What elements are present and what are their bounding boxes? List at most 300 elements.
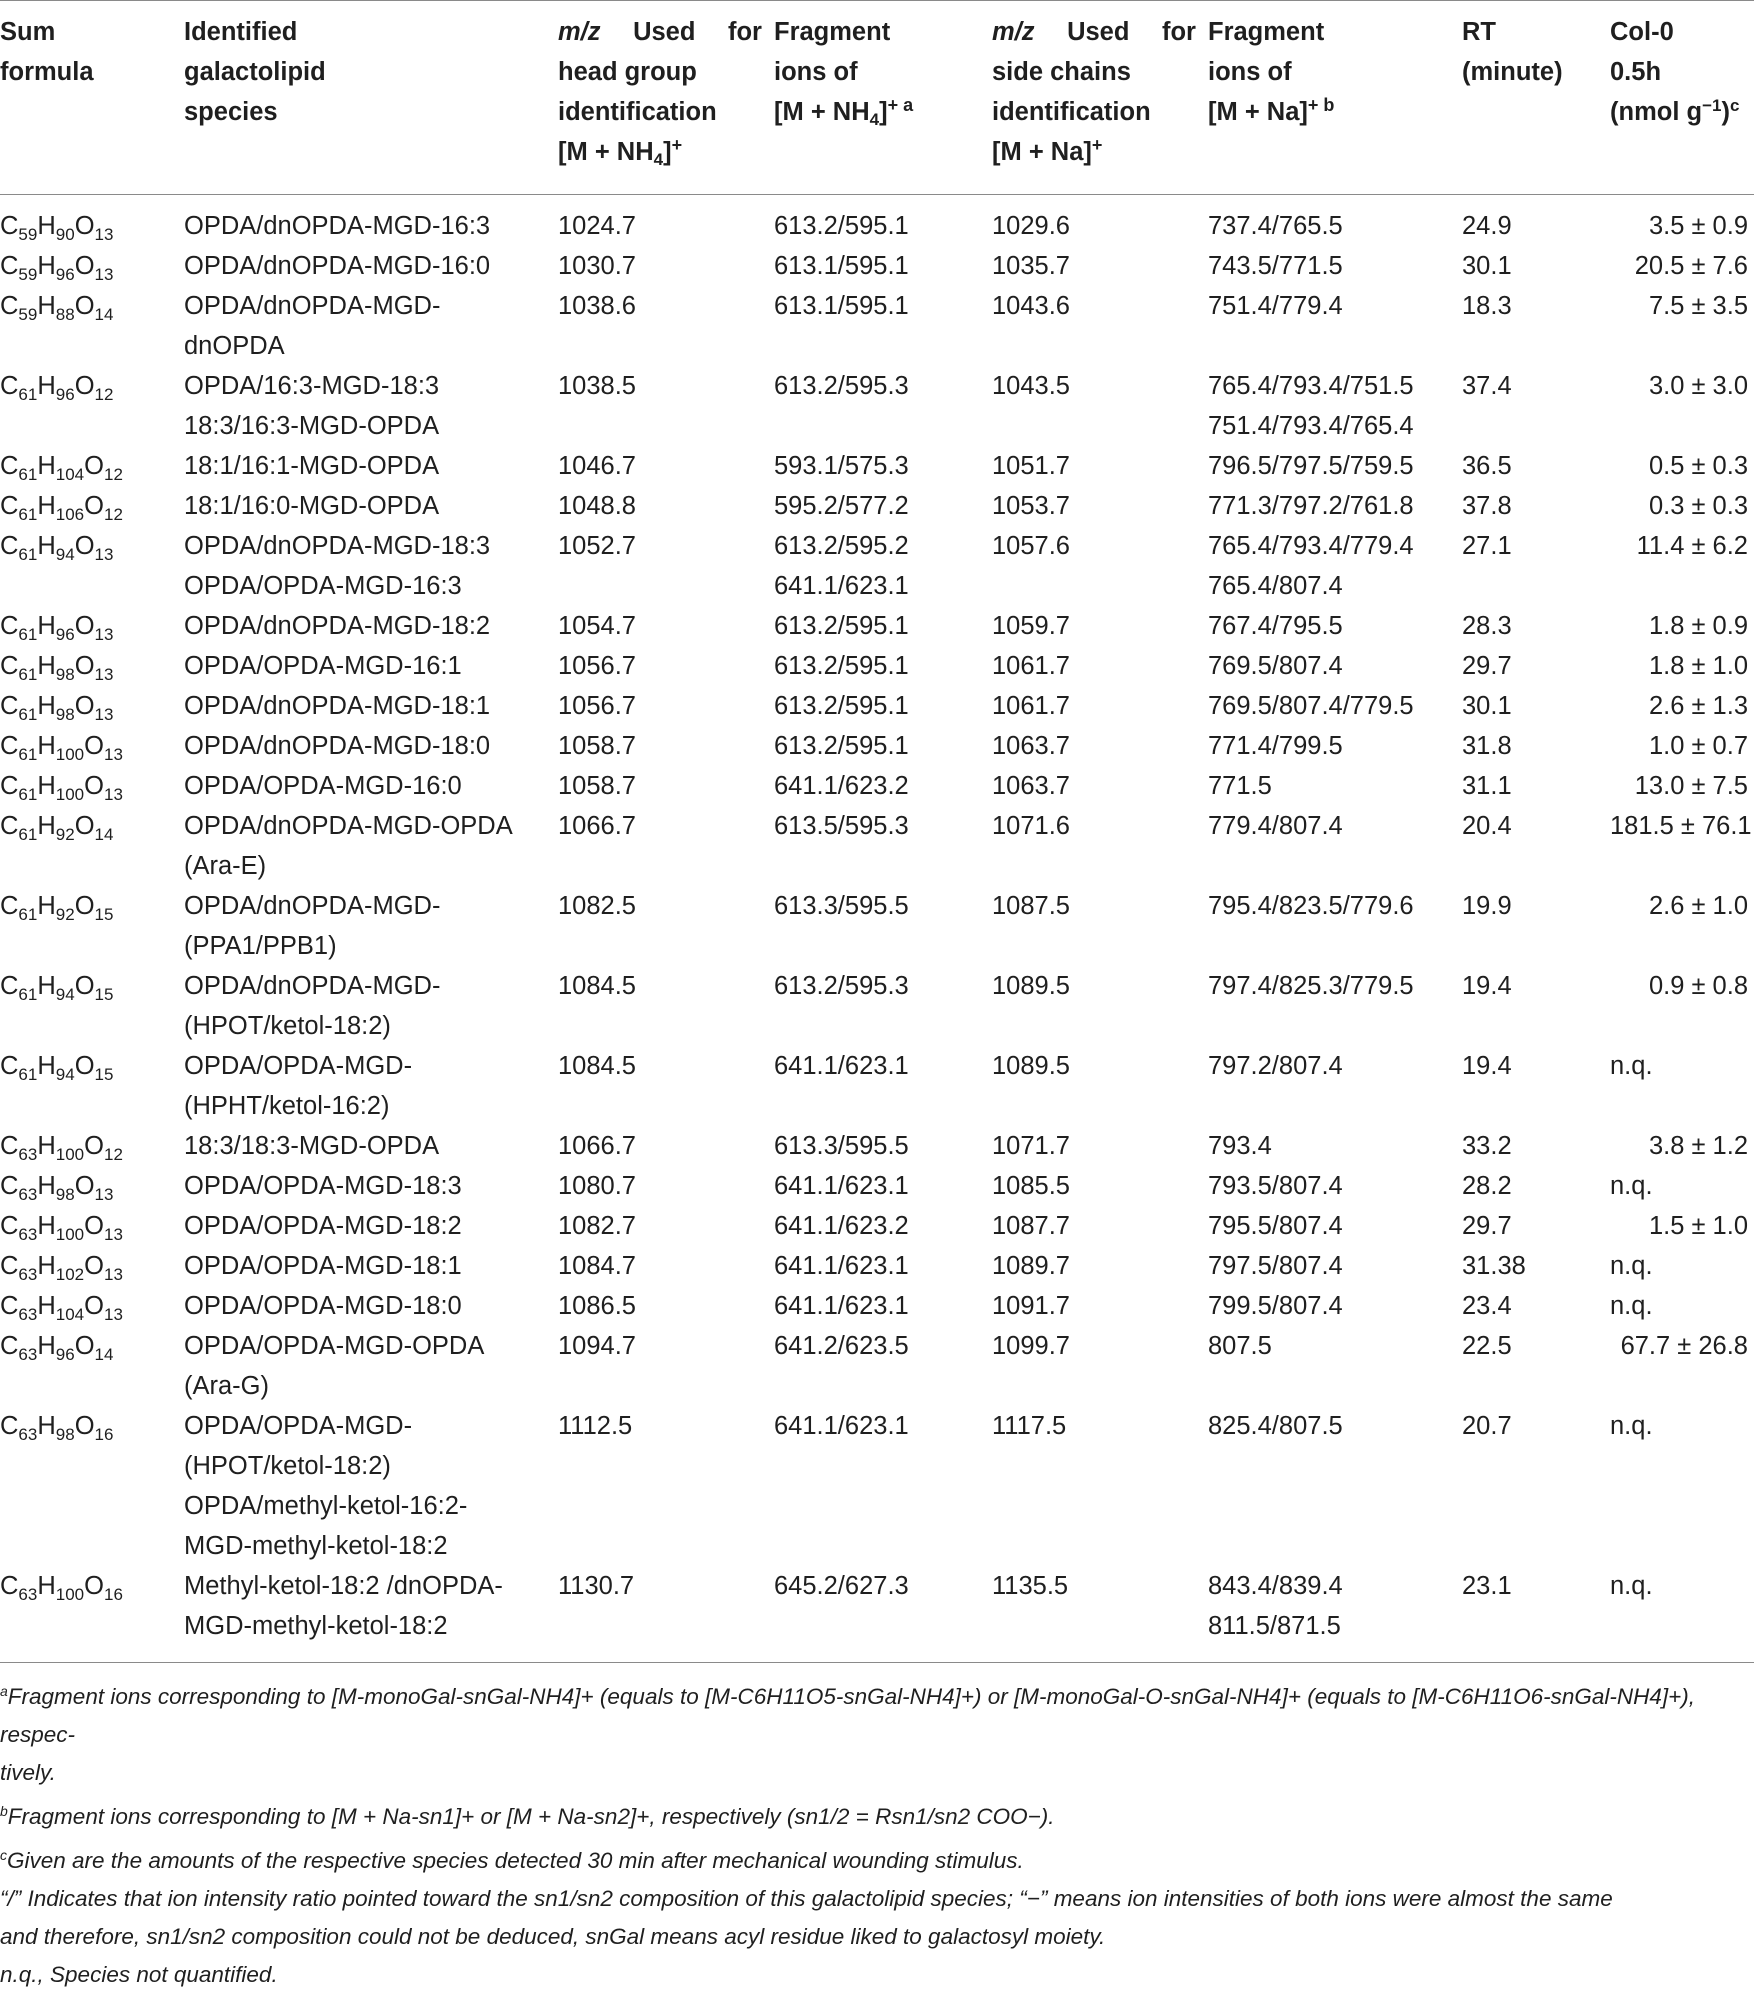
table-row xyxy=(0,646,1754,686)
formula-text: $C_{61}H_{94}O_{13}$ xyxy=(0,532,114,564)
cell-rt xyxy=(1462,526,1610,606)
cell-value: 1053.7 xyxy=(992,492,1070,520)
cell-side-mz xyxy=(992,1166,1208,1206)
cell-species xyxy=(184,886,558,966)
table-row xyxy=(0,194,1754,246)
cell-line: Methyl-ketol-18:2 /dnOPDA- xyxy=(184,1572,503,1600)
cell-sum-formula xyxy=(0,886,184,966)
cell-value: 1.8 ± 1.0 xyxy=(1648,652,1748,680)
cell-value: 20.7 xyxy=(1462,1412,1512,1440)
cell-sum-formula xyxy=(0,1406,184,1566)
footnote-b xyxy=(0,1792,1754,1836)
cell-frag-nh4 xyxy=(774,606,992,646)
cell-line: OPDA/OPDA-MGD- xyxy=(184,1052,413,1080)
cell-rt xyxy=(1462,686,1610,726)
cell-sum-formula xyxy=(0,486,184,526)
cell-value: n.q. xyxy=(1610,1412,1653,1440)
cell-frag-nh4 xyxy=(774,886,992,966)
header-line-text: m/z Used for xyxy=(558,18,762,46)
cell-line: 825.4/807.5 xyxy=(1208,1412,1343,1440)
cell-amount xyxy=(1610,194,1754,246)
cell-sum-formula xyxy=(0,766,184,806)
table-body xyxy=(0,194,1754,1662)
header-line: identification xyxy=(558,98,717,126)
cell-side-mz xyxy=(992,1246,1208,1286)
formula-text: $C_{63}H_{96}O_{14}$ xyxy=(0,1332,114,1364)
header-line: side chains xyxy=(992,58,1131,86)
cell-head-mz xyxy=(558,726,774,766)
cell-head-mz xyxy=(558,766,774,806)
cell-line: 796.5/797.5/759.5 xyxy=(1208,452,1414,480)
cell-sum-formula xyxy=(0,1286,184,1326)
cell-frag-nh4 xyxy=(774,1126,992,1166)
footnote-a xyxy=(0,1672,1754,1754)
cell-side-mz xyxy=(992,886,1208,966)
cell-amount xyxy=(1610,366,1754,446)
formula-text: $C_{61}H_{94}O_{15}$ xyxy=(0,1052,114,1084)
cell-rt xyxy=(1462,486,1610,526)
formula-text: $C_{61}H_{106}O_{12}$ xyxy=(0,492,123,524)
cell-line: 641.2/623.5 xyxy=(774,1332,909,1360)
formula-text: $C_{61}H_{92}O_{14}$ xyxy=(0,812,114,844)
cell-line: 641.1/623.1 xyxy=(774,1252,909,1280)
cell-head-mz xyxy=(558,1326,774,1406)
cell-amount xyxy=(1610,646,1754,686)
cell-line: 797.5/807.4 xyxy=(1208,1252,1343,1280)
cell-line: 797.4/825.3/779.5 xyxy=(1208,972,1414,1000)
cell-line: (HPOT/ketol-18:2) xyxy=(184,1452,391,1480)
cell-value: 1063.7 xyxy=(992,732,1070,760)
cell-head-mz xyxy=(558,246,774,286)
header-line: Identified xyxy=(184,18,298,46)
cell-value: n.q. xyxy=(1610,1572,1653,1600)
cell-amount xyxy=(1610,1246,1754,1286)
cell-head-mz xyxy=(558,1126,774,1166)
cell-value: 1.8 ± 0.9 xyxy=(1648,612,1748,640)
cell-line: 811.5/871.5 xyxy=(1208,1612,1341,1640)
footnote-mark: b xyxy=(0,1803,8,1819)
table-row xyxy=(0,726,1754,766)
cell-line: 769.5/807.4 xyxy=(1208,652,1343,680)
cell-value: 13.0 ± 7.5 xyxy=(1634,772,1748,800)
footnote-text: Given are the amounts of the respective species detected 30 min after mechanical wounding stimulus. xyxy=(7,1848,1024,1873)
cell-head-mz xyxy=(558,1286,774,1326)
cell-line: (Ara-E) xyxy=(184,852,267,880)
cell-sum-formula xyxy=(0,726,184,766)
cell-sum-formula xyxy=(0,1206,184,1246)
cell-value: 1059.7 xyxy=(992,612,1070,640)
cell-species xyxy=(184,646,558,686)
cell-value: 1058.7 xyxy=(558,732,636,760)
cell-value: 1089.7 xyxy=(992,1252,1070,1280)
cell-value: 1035.7 xyxy=(992,252,1070,280)
cell-line: OPDA/dnOPDA-MGD-18:0 xyxy=(184,732,491,760)
cell-sum-formula xyxy=(0,1126,184,1166)
cell-line: 795.4/823.5/779.6 xyxy=(1208,892,1414,920)
cell-side-mz xyxy=(992,606,1208,646)
cell-value: 19.4 xyxy=(1462,972,1512,1000)
cell-line: 613.2/595.1 xyxy=(774,732,909,760)
cell-rt xyxy=(1462,446,1610,486)
cell-rt xyxy=(1462,1326,1610,1406)
cell-sum-formula xyxy=(0,606,184,646)
cell-line: 613.1/595.1 xyxy=(774,252,909,280)
cell-line: 613.2/595.2 xyxy=(774,532,909,560)
cell-rt xyxy=(1462,606,1610,646)
header-line: Fragment xyxy=(774,18,891,46)
header-line: ions of xyxy=(774,58,858,86)
cell-value: 0.9 ± 0.8 xyxy=(1648,972,1748,1000)
cell-line: OPDA/OPDA-MGD-18:1 xyxy=(184,1252,462,1280)
formula-text: $C_{59}H_{90}O_{13}$ xyxy=(0,212,114,244)
cell-amount xyxy=(1610,806,1754,886)
cell-frag-na xyxy=(1208,366,1462,446)
cell-frag-na xyxy=(1208,806,1462,886)
cell-line: 793.5/807.4 xyxy=(1208,1172,1343,1200)
header-line: (minute) xyxy=(1462,58,1563,86)
cell-frag-na xyxy=(1208,1406,1462,1566)
cell-head-mz xyxy=(558,286,774,366)
cell-amount xyxy=(1610,446,1754,486)
cell-value: 31.38 xyxy=(1462,1252,1526,1280)
cell-frag-nh4 xyxy=(774,966,992,1046)
cell-line: 593.1/575.3 xyxy=(774,452,909,480)
cell-line: 613.3/595.5 xyxy=(774,892,909,920)
cell-amount xyxy=(1610,1286,1754,1326)
cell-side-mz xyxy=(992,194,1208,246)
table-row xyxy=(0,486,1754,526)
cell-value: 23.4 xyxy=(1462,1292,1512,1320)
cell-frag-nh4 xyxy=(774,726,992,766)
table-row xyxy=(0,1326,1754,1406)
cell-rt xyxy=(1462,1126,1610,1166)
cell-frag-nh4 xyxy=(774,286,992,366)
header-head-mz xyxy=(558,0,774,194)
table-row xyxy=(0,606,1754,646)
cell-frag-na xyxy=(1208,486,1462,526)
cell-value: 3.8 ± 1.2 xyxy=(1648,1132,1748,1160)
formula-text: $C_{59}H_{96}O_{13}$ xyxy=(0,252,114,284)
cell-value: 1089.5 xyxy=(992,972,1070,1000)
cell-sum-formula xyxy=(0,246,184,286)
cell-line: (HPOT/ketol-18:2) xyxy=(184,1012,391,1040)
cell-line: 769.5/807.4/779.5 xyxy=(1208,692,1414,720)
cell-value: 1061.7 xyxy=(992,692,1070,720)
table-row xyxy=(0,446,1754,486)
cell-frag-nh4 xyxy=(774,1566,992,1662)
footnote-text: tively. xyxy=(0,1760,56,1785)
cell-frag-nh4 xyxy=(774,486,992,526)
table-row xyxy=(0,1206,1754,1246)
cell-amount xyxy=(1610,1406,1754,1566)
cell-rt xyxy=(1462,646,1610,686)
cell-side-mz xyxy=(992,286,1208,366)
cell-frag-na xyxy=(1208,286,1462,366)
header-line: RT xyxy=(1462,18,1496,46)
table-row xyxy=(0,1126,1754,1166)
cell-value: 1057.6 xyxy=(992,532,1070,560)
header-line: (nmol $g^{-1})^c$ xyxy=(1610,96,1740,126)
cell-sum-formula xyxy=(0,686,184,726)
table-row xyxy=(0,286,1754,366)
cell-amount xyxy=(1610,246,1754,286)
cell-value: 1094.7 xyxy=(558,1332,636,1360)
table-row xyxy=(0,1246,1754,1286)
table-row xyxy=(0,1166,1754,1206)
cell-frag-nh4 xyxy=(774,526,992,606)
cell-value: 37.4 xyxy=(1462,372,1512,400)
cell-species xyxy=(184,486,558,526)
cell-line: (PPA1/PPB1) xyxy=(184,932,337,960)
cell-value: 1051.7 xyxy=(992,452,1070,480)
footnote-mark: c xyxy=(0,1847,7,1863)
cell-value: n.q. xyxy=(1610,1052,1653,1080)
cell-line: 18:3/18:3-MGD-OPDA xyxy=(184,1132,440,1160)
footnotes xyxy=(0,1672,1754,1994)
cell-line: 641.1/623.2 xyxy=(774,1212,909,1240)
cell-line: 751.4/793.4/765.4 xyxy=(1208,412,1414,440)
cell-frag-na xyxy=(1208,1566,1462,1662)
cell-head-mz xyxy=(558,1406,774,1566)
cell-rt xyxy=(1462,966,1610,1046)
cell-frag-na xyxy=(1208,194,1462,246)
cell-value: 1089.5 xyxy=(992,1052,1070,1080)
table-row xyxy=(0,246,1754,286)
cell-value: 1061.7 xyxy=(992,652,1070,680)
cell-frag-nh4 xyxy=(774,1166,992,1206)
cell-head-mz xyxy=(558,686,774,726)
cell-value: 19.9 xyxy=(1462,892,1512,920)
cell-rt xyxy=(1462,1406,1610,1566)
cell-rt xyxy=(1462,886,1610,966)
cell-side-mz xyxy=(992,766,1208,806)
cell-value: 181.5 ± 76.1 xyxy=(1610,812,1752,840)
cell-line: 765.4/807.4 xyxy=(1208,572,1343,600)
cell-line: 641.1/623.1 xyxy=(774,1412,909,1440)
cell-frag-nh4 xyxy=(774,686,992,726)
cell-side-mz xyxy=(992,1406,1208,1566)
cell-rt xyxy=(1462,194,1610,246)
cell-line: 613.2/595.3 xyxy=(774,972,909,1000)
cell-value: 1117.5 xyxy=(992,1412,1067,1440)
cell-rt xyxy=(1462,806,1610,886)
cell-value: 3.5 ± 0.9 xyxy=(1648,212,1748,240)
cell-frag-na xyxy=(1208,606,1462,646)
cell-line: 771.5 xyxy=(1208,772,1272,800)
footnote-slash-2 xyxy=(0,1918,1754,1956)
cell-head-mz xyxy=(558,1566,774,1662)
cell-value: 1024.7 xyxy=(558,212,636,240)
cell-species xyxy=(184,1126,558,1166)
cell-head-mz xyxy=(558,1046,774,1126)
cell-side-mz xyxy=(992,1206,1208,1246)
cell-line: OPDA/OPDA-MGD-16:1 xyxy=(184,652,462,680)
cell-line: 743.5/771.5 xyxy=(1208,252,1343,280)
cell-line: OPDA/dnOPDA-MGD-OPDA xyxy=(184,812,513,840)
cell-frag-na xyxy=(1208,726,1462,766)
cell-line: 613.2/595.3 xyxy=(774,372,909,400)
cell-sum-formula xyxy=(0,646,184,686)
cell-value: 1029.6 xyxy=(992,212,1070,240)
cell-frag-na xyxy=(1208,886,1462,966)
cell-head-mz xyxy=(558,1246,774,1286)
cell-line: OPDA/OPDA-MGD- xyxy=(184,1412,413,1440)
header-line-text: m/z Used for xyxy=(992,18,1196,46)
cell-value: 1058.7 xyxy=(558,772,636,800)
footnote-nq xyxy=(0,1956,1754,1994)
cell-line: OPDA/dnOPDA-MGD-16:3 xyxy=(184,212,491,240)
cell-value: 1135.5 xyxy=(992,1572,1069,1600)
table-row xyxy=(0,886,1754,966)
cell-value: 1.0 ± 0.7 xyxy=(1648,732,1748,760)
cell-species xyxy=(184,966,558,1046)
cell-species xyxy=(184,1326,558,1406)
cell-side-mz xyxy=(992,686,1208,726)
header-sum-formula xyxy=(0,0,184,194)
cell-value: 28.3 xyxy=(1462,612,1512,640)
cell-amount xyxy=(1610,1046,1754,1126)
formula-text: $C_{61}H_{104}O_{12}$ xyxy=(0,452,123,484)
header-line: Sum xyxy=(0,18,56,46)
cell-value: 1046.7 xyxy=(558,452,636,480)
cell-side-mz xyxy=(992,806,1208,886)
cell-value: 28.2 xyxy=(1462,1172,1512,1200)
cell-amount xyxy=(1610,1326,1754,1406)
cell-frag-na xyxy=(1208,1286,1462,1326)
cell-side-mz xyxy=(992,726,1208,766)
cell-value: 3.0 ± 3.0 xyxy=(1648,372,1748,400)
header-amount xyxy=(1610,0,1754,194)
cell-head-mz xyxy=(558,806,774,886)
cell-species xyxy=(184,366,558,446)
cell-value: 1056.7 xyxy=(558,692,636,720)
cell-value: 36.5 xyxy=(1462,452,1512,480)
cell-value: n.q. xyxy=(1610,1172,1653,1200)
header-line: formula xyxy=(0,58,94,86)
cell-species xyxy=(184,726,558,766)
cell-value: 27.1 xyxy=(1462,532,1512,560)
cell-value: 37.8 xyxy=(1462,492,1512,520)
header-line: $[M + NH_4]^{+ a}$ xyxy=(774,95,914,129)
cell-rt xyxy=(1462,246,1610,286)
formula-text: $C_{61}H_{100}O_{13}$ xyxy=(0,732,123,764)
cell-value: n.q. xyxy=(1610,1252,1653,1280)
header-line: $[M + NH_4]^+$ xyxy=(558,135,683,169)
cell-species xyxy=(184,526,558,606)
formula-text: $C_{63}H_{100}O_{16}$ xyxy=(0,1572,123,1604)
footnote-text: Fragment ions corresponding to [M-monoGal-snGal-NH4]+ (equals to [M-C6H11O5-snGal-NH4]+) or [M-monoGal-O-snGal-NH4]+ (equals to [M-C6H11O6-snGal-NH4]+), respec- xyxy=(0,1684,1696,1747)
header-species xyxy=(184,0,558,194)
cell-line: 613.2/595.1 xyxy=(774,652,909,680)
cell-sum-formula xyxy=(0,286,184,366)
cell-head-mz xyxy=(558,646,774,686)
formula-text: $C_{63}H_{100}O_{13}$ xyxy=(0,1212,123,1244)
cell-side-mz xyxy=(992,966,1208,1046)
header-frag-nh4 xyxy=(774,0,992,194)
cell-value: 1112.5 xyxy=(558,1412,633,1440)
cell-line: OPDA/dnOPDA-MGD-18:1 xyxy=(184,692,491,720)
cell-value: 0.5 ± 0.3 xyxy=(1648,452,1748,480)
cell-line: 767.4/795.5 xyxy=(1208,612,1343,640)
cell-value: 30.1 xyxy=(1462,252,1512,280)
cell-sum-formula xyxy=(0,1046,184,1126)
cell-value: 1082.5 xyxy=(558,892,636,920)
header-line: $[M + Na]^{+ b}$ xyxy=(1208,95,1335,126)
formula-text: $C_{63}H_{100}O_{12}$ xyxy=(0,1132,123,1164)
cell-species xyxy=(184,1166,558,1206)
cell-amount xyxy=(1610,606,1754,646)
cell-line: 641.1/623.1 xyxy=(774,1052,909,1080)
cell-value: 1071.6 xyxy=(992,812,1070,840)
cell-value: 1091.7 xyxy=(992,1292,1070,1320)
cell-line: OPDA/dnOPDA-MGD- xyxy=(184,972,441,1000)
header-line: Col-0 xyxy=(1610,18,1674,46)
cell-side-mz xyxy=(992,446,1208,486)
cell-head-mz xyxy=(558,1206,774,1246)
cell-value: 1066.7 xyxy=(558,1132,636,1160)
cell-amount xyxy=(1610,726,1754,766)
cell-value: 0.3 ± 0.3 xyxy=(1648,492,1748,520)
cell-species xyxy=(184,686,558,726)
cell-side-mz xyxy=(992,1126,1208,1166)
header-side-mz xyxy=(992,0,1208,194)
cell-side-mz xyxy=(992,526,1208,606)
formula-text: $C_{63}H_{104}O_{13}$ xyxy=(0,1292,123,1324)
cell-head-mz xyxy=(558,194,774,246)
cell-rt xyxy=(1462,1206,1610,1246)
cell-line: 641.1/623.1 xyxy=(774,1172,909,1200)
header-line: head group xyxy=(558,58,697,86)
cell-head-mz xyxy=(558,886,774,966)
cell-value: 1080.7 xyxy=(558,1172,636,1200)
cell-rt xyxy=(1462,726,1610,766)
cell-side-mz xyxy=(992,246,1208,286)
cell-rt xyxy=(1462,1286,1610,1326)
cell-line: 18:3/16:3-MGD-OPDA xyxy=(184,412,440,440)
cell-line: 613.3/595.5 xyxy=(774,1132,909,1160)
cell-species xyxy=(184,766,558,806)
cell-frag-nh4 xyxy=(774,1406,992,1566)
cell-rt xyxy=(1462,1246,1610,1286)
cell-frag-na xyxy=(1208,966,1462,1046)
table-row xyxy=(0,366,1754,446)
cell-value: 1071.7 xyxy=(992,1132,1070,1160)
cell-value: 1130.7 xyxy=(558,1572,635,1600)
cell-value: 30.1 xyxy=(1462,692,1512,720)
cell-amount xyxy=(1610,1206,1754,1246)
cell-sum-formula xyxy=(0,966,184,1046)
header-line xyxy=(558,12,774,52)
footnote-a-cont xyxy=(0,1754,1754,1792)
cell-frag-nh4 xyxy=(774,246,992,286)
cell-side-mz xyxy=(992,486,1208,526)
cell-head-mz xyxy=(558,966,774,1046)
formula-text: $C_{61}H_{98}O_{13}$ xyxy=(0,652,114,684)
cell-head-mz xyxy=(558,1166,774,1206)
cell-amount xyxy=(1610,686,1754,726)
cell-value: 1087.7 xyxy=(992,1212,1070,1240)
cell-line: 613.2/595.1 xyxy=(774,212,909,240)
cell-line: 18:1/16:0-MGD-OPDA xyxy=(184,492,440,520)
cell-side-mz xyxy=(992,366,1208,446)
cell-value: 2.6 ± 1.0 xyxy=(1648,892,1748,920)
cell-line: (HPHT/ketol-16:2) xyxy=(184,1092,390,1120)
header-frag-na xyxy=(1208,0,1462,194)
cell-rt xyxy=(1462,286,1610,366)
formula-text: $C_{61}H_{100}O_{13}$ xyxy=(0,772,123,804)
cell-line: MGD-methyl-ketol-18:2 xyxy=(184,1532,448,1560)
cell-side-mz xyxy=(992,1566,1208,1662)
